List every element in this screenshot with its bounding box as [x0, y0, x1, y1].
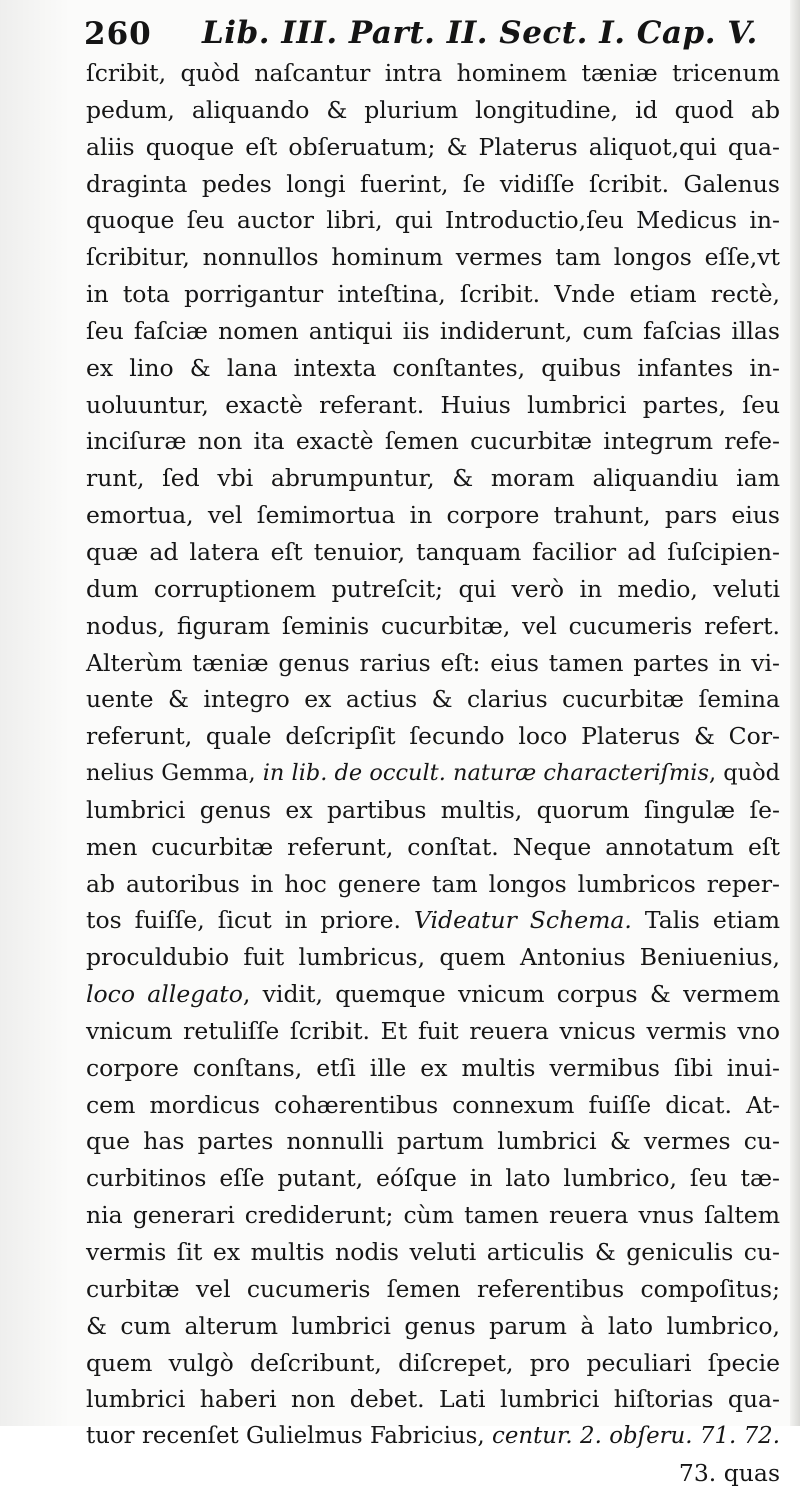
text-segment: ex lino & lana intexta conſtantes, quibus infantes in-	[86, 353, 780, 382]
text-segment: & cum alterum lumbrici genus parum à lato lumbrico,	[86, 1311, 780, 1340]
text-segment: ab autoribus in hoc genere tam longos lumbricos reper-	[86, 869, 780, 898]
text-segment: nia generari crediderunt; cùm tamen reuera vnus ſaltem	[86, 1201, 780, 1230]
text-segment: aliis quoque eſt obſeruatum; & Platerus aliquot,qui qua-	[86, 132, 780, 161]
italic-segment: in lib. de occult. naturæ characteriſmis	[262, 760, 709, 787]
text-segment: , vidit, quemque vnicum corpus & vermem	[242, 980, 780, 1009]
text-segment: ſcribit, quòd naſcantur intra hominem tæniæ tricenum	[86, 59, 780, 87]
text-segment: draginta pedes longi fuerint, ſe vidiſſe ſcribit. Galenus	[86, 169, 780, 198]
text-segment: que has partes nonnulli partum lumbrici & vermes cu-	[86, 1127, 780, 1156]
text-segment: uente & integro ex actius & clarius cucurbitæ ſemina	[86, 685, 780, 714]
text-line	[86, 1455, 780, 1492]
text-segment: inciſuræ non ita exactè ſemen cucurbitæ integrum refe-	[86, 427, 780, 456]
text-line	[86, 387, 780, 424]
text-line	[86, 976, 780, 1013]
text-segment: tuor recenſet Gulielmus Fabricius,	[86, 1423, 493, 1450]
page-number: 260	[84, 16, 152, 52]
text-line	[86, 571, 780, 608]
text-line	[86, 681, 780, 718]
text-line	[86, 1381, 780, 1418]
text-line	[86, 1234, 780, 1271]
text-line	[86, 202, 780, 239]
text-line	[86, 939, 780, 976]
text-line	[86, 1197, 780, 1234]
text-line	[86, 350, 780, 387]
text-segment: in tota porrigantur inteſtina, ſcribit. Vnde etiam rectè,	[86, 280, 780, 309]
text-line	[86, 1345, 780, 1382]
text-segment: Talis etiam	[631, 906, 780, 935]
running-head: Lib. III. Part. II. Sect. I. Cap. V.	[202, 15, 758, 51]
text-segment: curbitæ vel cucumeris ſemen referentibus compoſitus;	[86, 1274, 780, 1303]
text-segment: nodus, figuram ſeminis cucurbitæ, vel cucumeris refert.	[86, 611, 780, 640]
text-segment: quoque ſeu auctor libri, qui Introductio,ſeu Medicus in-	[86, 206, 780, 235]
gutter-shadow	[0, 0, 70, 1426]
text-segment: quæ ad latera eſt tenuior, tanquam facilior ad ſuſcipien-	[86, 537, 780, 566]
text-segment: tos fuiſſe, ſicut in priore.	[86, 906, 414, 935]
text-segment: referunt, quale deſcripſit ſecundo loco Platerus & Cor-	[86, 722, 780, 751]
text-segment: ſeu faſciæ nomen antiqui iis indiderunt, cum faſcias illas	[86, 316, 780, 345]
text-segment: corpore conſtans, etſi ille ex multis vermibus ſibi inui-	[86, 1053, 780, 1082]
text-line	[86, 423, 780, 460]
text-segment: lumbrici haberi non debet. Lati lumbrici hiſtorias qua-	[86, 1385, 780, 1414]
text-line	[86, 792, 780, 829]
text-line	[86, 313, 780, 350]
italic-segment: Videatur Schema.	[413, 906, 632, 935]
text-line	[86, 276, 780, 313]
text-segment: cem mordicus cohærentibus connexum fuiſſe dicat. At-	[86, 1090, 780, 1119]
text-segment: vermis ſit ex multis nodis veluti articulis & geniculis cu-	[86, 1238, 780, 1266]
text-segment: quem vulgò deſcribunt, diſcrepet, pro peculiari ſpecie	[86, 1348, 780, 1377]
text-line	[86, 1087, 780, 1124]
text-line	[86, 1013, 780, 1050]
text-line	[86, 718, 780, 755]
page-header	[84, 14, 758, 58]
text-line	[86, 1418, 780, 1455]
italic-segment: loco allegato	[86, 980, 243, 1009]
text-segment: emortua, vel ſemimortua in corpore trahunt, pars eius	[86, 501, 780, 530]
text-segment: nelius Gemma,	[86, 760, 263, 787]
text-segment: lumbrici genus ex partibus multis, quorum ſingulæ ſe-	[86, 795, 780, 824]
text-line	[86, 1123, 780, 1160]
text-line	[86, 829, 780, 866]
text-line	[86, 129, 780, 166]
text-segment: runt, ſed vbi abrumpuntur, & moram aliquandiu iam	[86, 464, 780, 493]
text-segment: proculdubio fuit lumbricus, quem Antonius Beniuenius,	[86, 943, 780, 972]
text-line	[86, 1271, 780, 1308]
text-line	[86, 239, 780, 276]
text-segment: curbitinos eſſe putant, eóſque in lato lumbrico, ſeu tæ-	[86, 1164, 780, 1193]
text-segment: pedum, aliquando & plurium longitudine, id quod ab	[86, 95, 780, 124]
text-segment: uoluuntur, exactè referant. Huius lumbrici partes, ſeu	[86, 390, 780, 419]
text-line	[86, 534, 780, 571]
text-line	[86, 645, 780, 682]
text-segment: Alterùm tæniæ genus rarius eſt: eius tamen partes in vi-	[86, 648, 780, 677]
body-text	[86, 55, 780, 1492]
text-line	[86, 866, 780, 903]
text-line	[86, 1160, 780, 1197]
text-segment: ſcribitur, nonnullos hominum vermes tam longos eſſe,vt	[86, 243, 780, 272]
page-edge	[790, 0, 800, 1426]
text-line	[86, 460, 780, 497]
text-line	[86, 55, 780, 92]
text-line	[86, 166, 780, 203]
text-segment: dum corruptionem putreſcit; qui verò in medio, veluti	[86, 574, 780, 603]
text-line	[86, 902, 780, 939]
text-line	[86, 1308, 780, 1345]
text-line	[86, 92, 780, 129]
text-line	[86, 1050, 780, 1087]
text-segment: 73. quas	[678, 1459, 780, 1488]
text-line	[86, 755, 780, 792]
text-line	[86, 497, 780, 534]
italic-segment: centur. 2. obſeru. 71. 72.	[492, 1423, 780, 1450]
text-line	[86, 608, 780, 645]
text-segment: men cucurbitæ referunt, conſtat. Neque annotatum eſt	[86, 832, 780, 861]
text-segment: vnicum retuliſſe ſcribit. Et fuit reuera vnicus vermis vno	[86, 1016, 780, 1045]
text-segment: , quòd	[708, 760, 780, 787]
